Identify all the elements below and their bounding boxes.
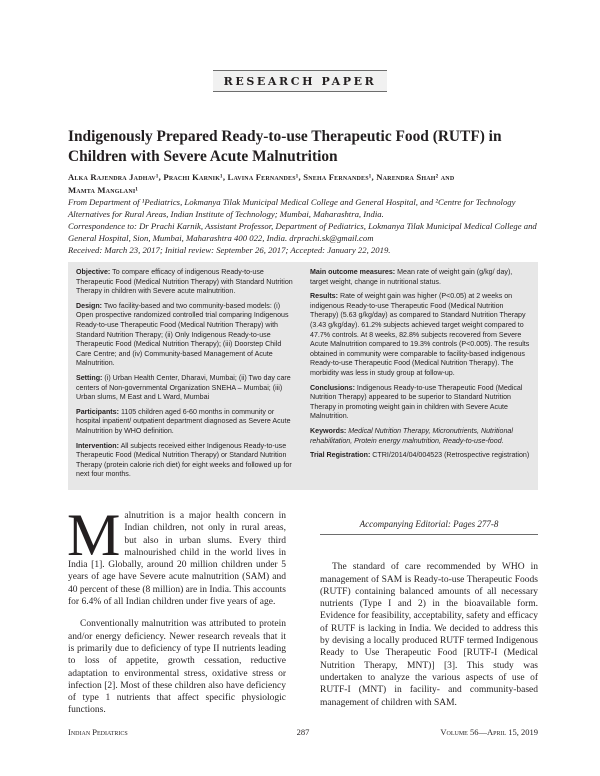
article-metadata [68,196,546,256]
participants-heading: Participants: [76,407,119,416]
conclusions-heading: Conclusions: [310,383,355,392]
page-number: 287 [296,727,310,737]
results-heading: Results: [310,292,338,301]
design-text: Two facility-based and two community-based models: (i) Open prospective randomized controlled trial comparing Indigenous Ready-to-use Therapeutic Food (Medical Nutrition Therapy) with Standard Nutrition Therapy; (ii) Only Indigenous Ready-to-use Therapeutic Food (Medical Nutrition Therapy); (iii) Doorstep Child Care Centre; and (iv) Community-based Management of Acute Malnutrition. [76,301,289,368]
abstract-keywords [310,427,530,446]
participants-text: 1105 children aged 6-60 months in community or hospital inpatient/ outpatient department diagnosed as Severe Acute Malnutrition by WHO definition. [76,407,291,435]
conclusions-text: Indigenous Ready-to-use Therapeutic Food (Medical Nutrition Therapy) appeared to be superior to Standard Nutrition Therapy in promoting weight gain in children with Severe Acute Malnutrition. [310,383,523,421]
keywords-text: Medical Nutrition Therapy, Micronutrients, Nutritional rehabilitation, Protein energy malnutrition, Ready-to-use-food. [310,426,513,445]
abstract-objective [76,268,296,297]
objective-heading: Objective: [76,268,111,276]
abstract-box [68,262,538,490]
intervention-text: All subjects received either Indigenous Ready-to-use Therapeutic Food (Medical Nutrition Therapy) or Standard Nutrition Therapy (protein calorie rich diet) for eight weeks and followed up for next four months. [76,441,292,479]
accompanying-editorial-note: Accompanying Editorial: Pages 277-8 [320,518,538,535]
intro-paragraph-2: Conventionally malnutrition was attributed to protein and/or energy deficiency. Newer research reveals that it is primarily due to deficiency of type II nutrients leading to loss of appetite, growth cessation, reductive adaptation to environmental stress, oxidative stress or infection [2]. Most of these children also have deficiency of type 1 nutrients that affect specific physiologic functions. [68,619,286,716]
body-left-column [67,502,286,727]
intro-paragraph-3: The standard of care recommended by WHO in management of SAM is Ready-to-use Therapeutic Foods (RUTF) containing balanced amounts of all necessary nutrients (Type I and 2) in the bioavailable form. Evidence for feasibility, acceptability, safety and efficacy of RUTF is lacking in India. We decided to address this by devising a locally produced RUTF termed Indigenous Ready to Use Therapeutic Food [RUTF-I (Medical Nutrition Therapy, MNT)] [3]. This study was undertaken to analyze the various aspects of use of RUTF-I (MNT) in facility- and community-based management of children with SAM. [320,562,538,708]
abstract-conclusions [310,384,530,422]
abstract-right-column [310,268,530,484]
abstract-design [76,302,296,369]
abstract-outcome [310,268,530,287]
affiliation: From Department of ¹Pediatrics, Lokmanya Tilak Municipal Medical College and General Hospital, and ²Centre for Technology Alternatives for Rural Areas, Indian Institute of Technology; Mumbai, Maharashtra, India. [68,197,516,219]
drop-cap: M [67,502,121,568]
results-text: Rate of weight gain was higher (P<0.05) at 2 weeks on indigenous Ready-to-use Therapeutic Food (Medical Nutrition Therapy) (5.63 g/kg/day) as compared to Standard Nutrition Therapy (3.43 g/kg/day). 61.2% subjects achieved target weight compared to 47.7% controls. At 8 weeks, 82.8% subjects recovered from Severe Acute Malnutrition compared to 19.3% controls (P<0.005). The results obtained in community were comparable to facility-based indigenous Ready-to-use Therapeutic Food (Medical Nutrition Therapy). The morbidity was less in study group at follow-up. [310,292,530,377]
body-right-column [320,510,538,719]
intro-paragraph-1 [67,502,286,608]
journal-name: Indian Pediatrics [68,727,128,737]
page-footer [68,727,538,739]
author-list [68,171,538,196]
correspondence: Correspondence to: Dr Prachi Karnik, Assistant Professor, Department of Pediatrics, Lokmanya Tilak Municipal Medical College and General Hospital, Sion, Mumbai, Maharashtra 400 022, India. drprachi.sk@gmail.com [68,221,537,243]
abstract-results [310,292,530,378]
setting-text: (i) Urban Health Center, Dharavi, Mumbai; (ii) Two day care centers of Non-governmental Organization SNEHA – Mumbai; (iii) Urban slums, M East and L Ward, Mumbai [76,373,291,402]
received-dates: Received: March 23, 2017; Initial review: September 26, 2017; Accepted: January 22, 2019. [68,245,391,255]
authors-line-1: Alka Rajendra Jadhav¹, Prachi Karnik¹, Lavina Fernandes¹, Sneha Fernandes¹, Narendra Shah² and [68,172,455,182]
article-type-banner [213,70,387,92]
keywords-heading: Keywords: [310,426,347,435]
trial-heading: Trial Registration: [310,451,371,460]
abstract-participants [76,408,296,437]
intervention-heading: Intervention: [76,441,119,450]
outcome-heading: Main outcome measures: [310,268,396,276]
abstract-left-column [76,268,296,484]
design-heading: Design: [76,301,103,310]
authors-line-2: Mamta Manglani¹ [68,184,139,195]
objective-text: To compare efficacy of indigenous Ready-to-use Therapeutic Food (Medical Nutrition Therapy) with Standard Nutrition Therapy in children with Severe acute malnutrition. [76,268,293,296]
abstract-setting [76,374,296,403]
trial-text: CTRI/2014/04/004523 (Retrospective registration) [372,451,530,460]
intro-paragraph-1-text: alnutrition is a major health concern in Indian children, not only in rural areas, but also in urban slums. Every third malnourished child in the world lives in India [1]. Globally, around 20 million children under 5 years of age have Severe acute malnutrition (SAM) and 40 percent of these (8 million) are in India. This accounts for 6.4% of all Indian children under five years of age. [68,511,286,608]
volume-date: Volume 56—April 15, 2019 [440,727,538,737]
abstract-trial-registration [310,451,530,461]
outcome-text: Mean rate of weight gain (g/kg/ day), target weight, change in nutritional status. [310,268,513,286]
abstract-intervention [76,442,296,480]
article-title: Indigenously Prepared Ready-to-use Therapeutic Food (RUTF) in Children with Severe Acute Malnutrition [68,128,502,165]
setting-heading: Setting: [76,373,103,382]
article-type-label: RESEARCH PAPER [223,74,377,88]
